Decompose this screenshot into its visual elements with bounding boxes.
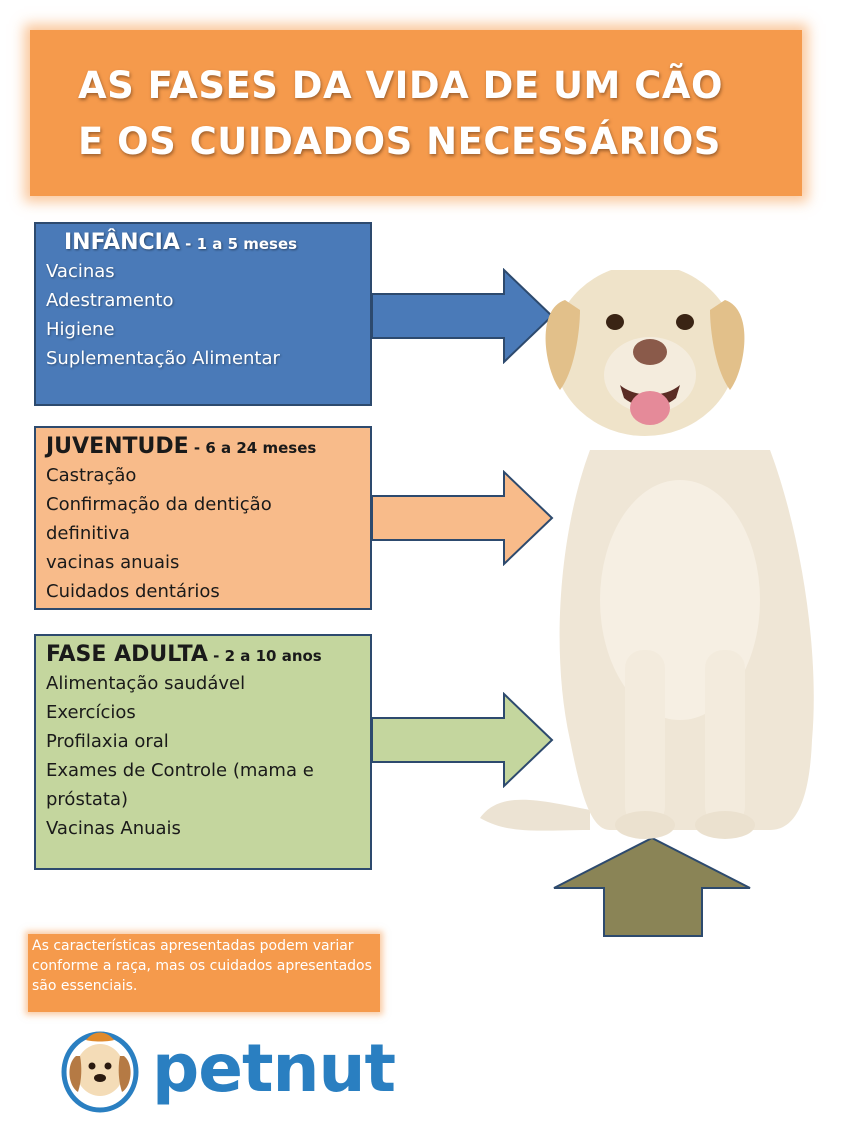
list-item: Exercícios [46, 702, 136, 723]
list-item: Castração [46, 465, 137, 486]
list-item: próstata) [46, 789, 129, 810]
list-item: Adestramento [46, 290, 174, 311]
stage-infancia [34, 222, 372, 406]
disclaimer-note: As características apresentadas podem variar conforme a raça, mas os cuidados apresentados são essenciais. [28, 934, 380, 1012]
list-item: Higiene [46, 319, 115, 340]
petnut-logo [60, 1014, 396, 1124]
stage-heading [46, 230, 360, 255]
care-list [46, 669, 360, 843]
list-item: vacinas anuais [46, 552, 180, 573]
stage-heading [46, 642, 360, 667]
stage-heading [46, 434, 360, 459]
dog-face-icon [60, 1020, 140, 1114]
title-line-2: E OS CUIDADOS NECESSÁRIOS [78, 120, 721, 163]
list-item: Exames de Controle (mama e [46, 760, 314, 781]
list-item: Profilaxia oral [46, 731, 169, 752]
arrow-up-icon [552, 836, 754, 938]
stage-name: FASE ADULTA [46, 642, 208, 667]
care-list [46, 461, 360, 606]
stage-range: - 1 a 5 meses [179, 235, 298, 253]
care-list [46, 257, 360, 373]
stage-name: INFÂNCIA [64, 230, 180, 255]
stage-range: - 2 a 10 anos [207, 647, 322, 665]
dog-photo [440, 270, 840, 850]
list-item: Vacinas Anuais [46, 818, 181, 839]
list-item: Suplementação Alimentar [46, 348, 280, 369]
title-banner [30, 30, 802, 196]
list-item: Vacinas [46, 261, 115, 282]
title-line-1: AS FASES DA VIDA DE UM CÃO [78, 64, 723, 107]
stage-range: - 6 a 24 meses [188, 439, 317, 457]
stage-adulta [34, 634, 372, 870]
stage-juventude [34, 426, 372, 610]
list-item: Alimentação saudável [46, 673, 246, 694]
list-item: Cuidados dentários [46, 581, 220, 602]
stage-name: JUVENTUDE [46, 434, 189, 459]
list-item: definitiva [46, 523, 130, 544]
list-item: Confirmação da dentição [46, 494, 272, 515]
logo-text: petnut [152, 1030, 396, 1107]
